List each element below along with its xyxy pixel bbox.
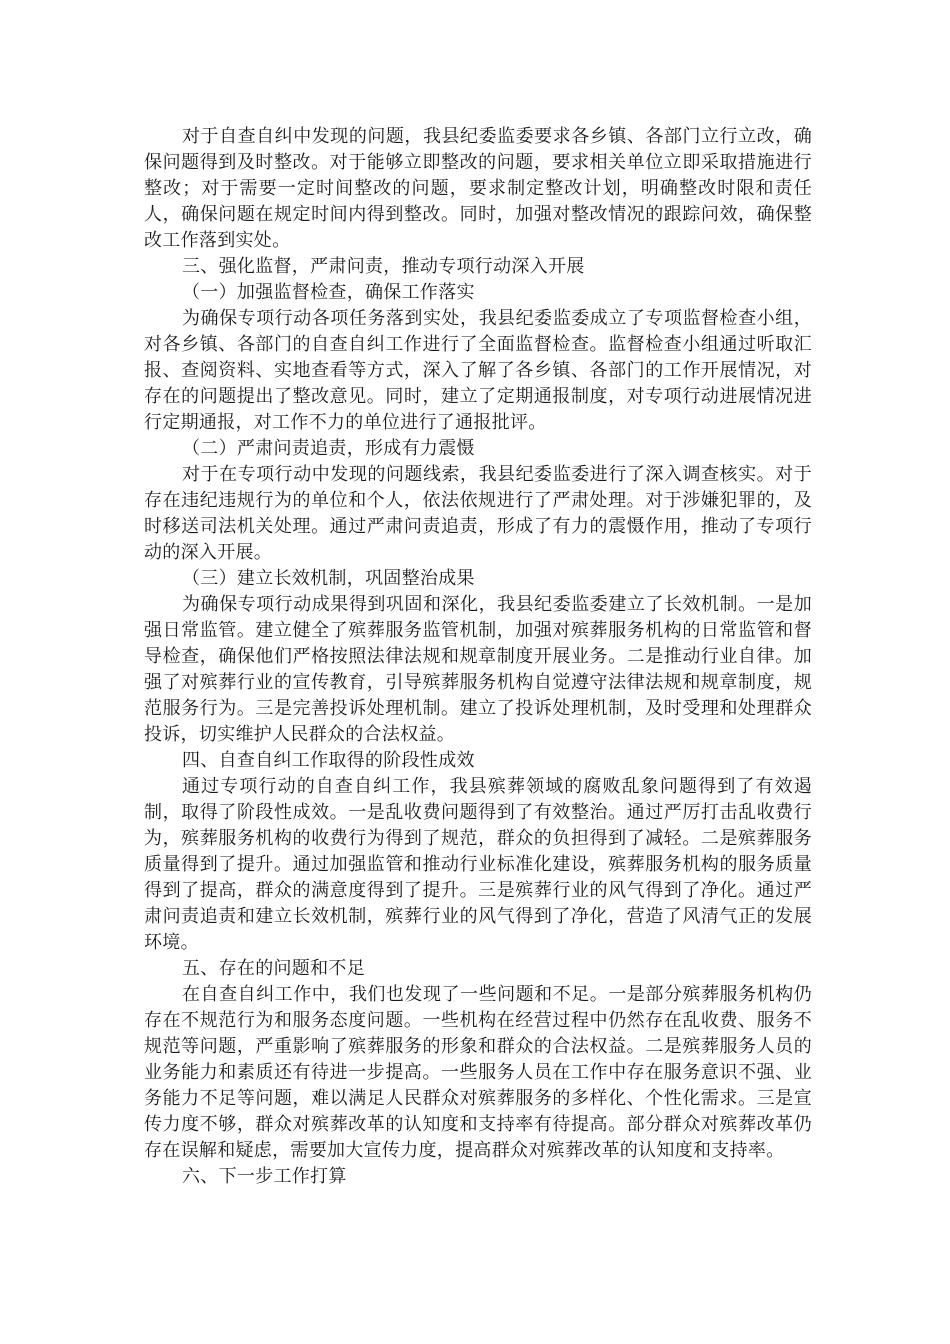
section-heading: 五、存在的问题和不足	[182, 958, 365, 979]
subsection-heading: （三）建立长效机制，巩固整治成果	[182, 568, 475, 589]
paragraph: 在自查自纠工作中，我们也发现了一些问题和不足。一是部分殡葬服务机构仍存在不规范行为和服务态度问题。一些机构在经营过程中仍然存在乱收费、服务不规范等问题，严重影响了殡葬服务的形象和群众的合法权益。二是殡葬服务人员的业务能力和素质还有待进一步提高。一些服务人员在工作中存在服务意识不强、业务能力不足等问题，难以满足人民群众对殡葬服务的多样化、个性化需求。三是宣传力度不够，群众对殡葬改革的认知度和支持率有待提高。部分群众对殡葬改革仍存在误解和疑虑，需要加大宣传力度，提高群众对殡葬改革的认知度和支持率。	[144, 984, 812, 1161]
section-heading: 三、强化监督，严肃问责，推动专项行动深入开展	[182, 256, 585, 277]
paragraph: 通过专项行动的自查自纠工作，我县殡葬领域的腐败乱象问题得到了有效遏制，取得了阶段性成效。一是乱收费问题得到了有效整治。通过严厉打击乱收费行为，殡葬服务机构的收费行为得到了规范，群众的负担得到了减轻。二是殡葬服务质量得到了提升。通过加强监管和推动行业标准化建设，殡葬服务机构的服务质量得到了提高，群众的满意度得到了提升。三是殡葬行业的风气得到了净化。通过严肃问责追责和建立长效机制，殡葬行业的风气得到了净化，营造了风清气正的发展环境。	[144, 776, 812, 953]
paragraph: 对于在专项行动中发现的问题线索，我县纪委监委进行了深入调查核实。对于存在违纪违规行为的单位和个人，依法依规进行了严肃处理。对于涉嫌犯罪的，及时移送司法机关处理。通过严肃问责追责，形成了有力的震慑作用，推动了专项行动的深入开展。	[144, 464, 812, 563]
paragraph: 为确保专项行动成果得到巩固和深化，我县纪委监委建立了长效机制。一是加强日常监管。建立健全了殡葬服务监管机制，加强对殡葬服务机构的日常监管和督导检查，确保他们严格按照法律法规和规章制度开展业务。二是推动行业自律。加强了对殡葬行业的宣传教育，引导殡葬服务机构自觉遵守法律法规和规章制度，规范服务行为。三是完善投诉处理机制。建立了投诉处理机制，及时受理和处理群众投诉，切实维护人民群众的合法权益。	[144, 594, 812, 745]
subsection-heading: （一）加强监督检查，确保工作落实	[182, 282, 475, 303]
paragraph: 对于自查自纠中发现的问题，我县纪委监委要求各乡镇、各部门立行立改，确保问题得到及时整改。对于能够立即整改的问题，要求相关单位立即采取措施进行整改；对于需要一定时间整改的问题，要求制定整改计划，明确整改时限和责任人，确保问题在规定时间内得到整改。同时，加强对整改情况的跟踪问效，确保整改工作落到实处。	[144, 126, 812, 251]
document-page	[144, 124, 812, 1190]
section-heading: 六、下一步工作打算	[182, 1166, 347, 1187]
paragraph: 为确保专项行动各项任务落到实处，我县纪委监委成立了专项监督检查小组，对各乡镇、各部门的自查自纠工作进行了全面监督检查。监督检查小组通过听取汇报、查阅资料、实地查看等方式，深入了解了各乡镇、各部门的工作开展情况，对存在的问题提出了整改意见。同时，建立了定期通报制度，对专项行动进展情况进行定期通报，对工作不力的单位进行了通报批评。	[144, 308, 812, 433]
section-heading: 四、自查自纠工作取得的阶段性成效	[182, 750, 475, 771]
subsection-heading: （二）严肃问责追责，形成有力震慑	[182, 438, 475, 459]
